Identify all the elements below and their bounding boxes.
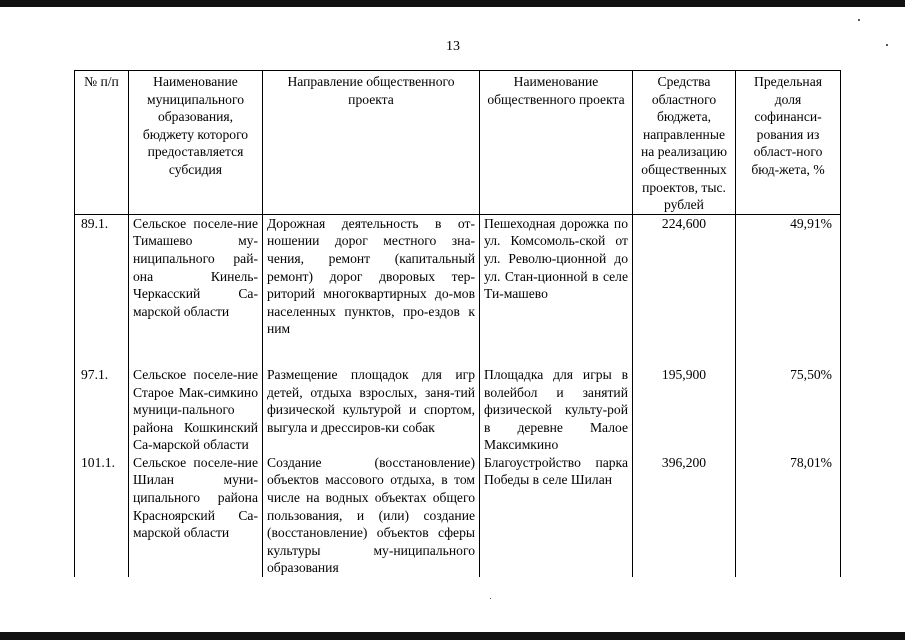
row-spacer	[75, 338, 841, 366]
row-municipality: Сельское поселе-ние Старое Мак-симкино муници-пального района Кошкинский Са-марской области	[129, 366, 263, 454]
header-direction: Направление общественного проекта	[263, 71, 480, 215]
row-funds: 396,200	[633, 454, 736, 577]
scan-speck	[858, 19, 860, 21]
header-number: № п/п	[75, 71, 129, 215]
scan-speck	[490, 598, 491, 599]
header-project: Наименование общественного проекта	[480, 71, 633, 215]
header-share: Предельная доля софинанси-рования из област-ного бюд-жета, %	[736, 71, 841, 215]
row-direction: Дорожная деятельность в от-ношении дорог местного зна-чения, ремонт (капитальный ремонт) дорог дворовых тер-риторий многоквартирных до-мов населенных пунктов, про-ездов к ним	[263, 214, 480, 338]
table-row	[75, 366, 841, 454]
row-municipality: Сельское поселе-ние Тимашево му-ниципального рай-она Кинель-Черкасский Са-марской области	[129, 214, 263, 338]
table-row	[75, 214, 841, 338]
table-header-row	[75, 71, 841, 215]
row-project: Благоустройство парка Победы в селе Шилан	[480, 454, 633, 577]
row-project: Пешеходная дорожка по ул. Комсомоль-ской от ул. Револю-ционной до ул. Стан-ционной в селе Ти-машево	[480, 214, 633, 338]
row-project: Площадка для игры в волейбол и занятий физической культу-рой в деревне Малое Максимкино	[480, 366, 633, 454]
row-number: 89.1.	[75, 214, 129, 338]
row-number: 97.1.	[75, 366, 129, 454]
row-municipality: Сельское поселе-ние Шилан муни-ципального района Красноярский Са-марской области	[129, 454, 263, 577]
header-funds: Средства областного бюджета, направленные на реализацию общественных проектов, тыс. рублей	[633, 71, 736, 215]
table-row	[75, 454, 841, 577]
subsidy-table	[74, 70, 841, 577]
row-funds: 224,600	[633, 214, 736, 338]
row-share: 78,01%	[736, 454, 841, 577]
bottom-border-bar	[0, 632, 905, 640]
row-share: 75,50%	[736, 366, 841, 454]
row-funds: 195,900	[633, 366, 736, 454]
page-number: 13	[446, 39, 460, 54]
row-direction: Создание (восстановление) объектов массового отдыха, в том числе на водных объектах общего пользования, и (или) создание (восстановление) объектов сферы культуры му-ниципального образования	[263, 454, 480, 577]
row-number: 101.1.	[75, 454, 129, 577]
top-border-bar	[0, 0, 905, 7]
header-municipality: Наименование муниципального образования, бюджету которого предоставляется субсидия	[129, 71, 263, 215]
row-direction: Размещение площадок для игр детей, отдыха взрослых, заня-тий физической культурой и спортом, выгула и дрессиров-ки собак	[263, 366, 480, 454]
row-share: 49,91%	[736, 214, 841, 338]
scan-speck	[886, 44, 888, 46]
